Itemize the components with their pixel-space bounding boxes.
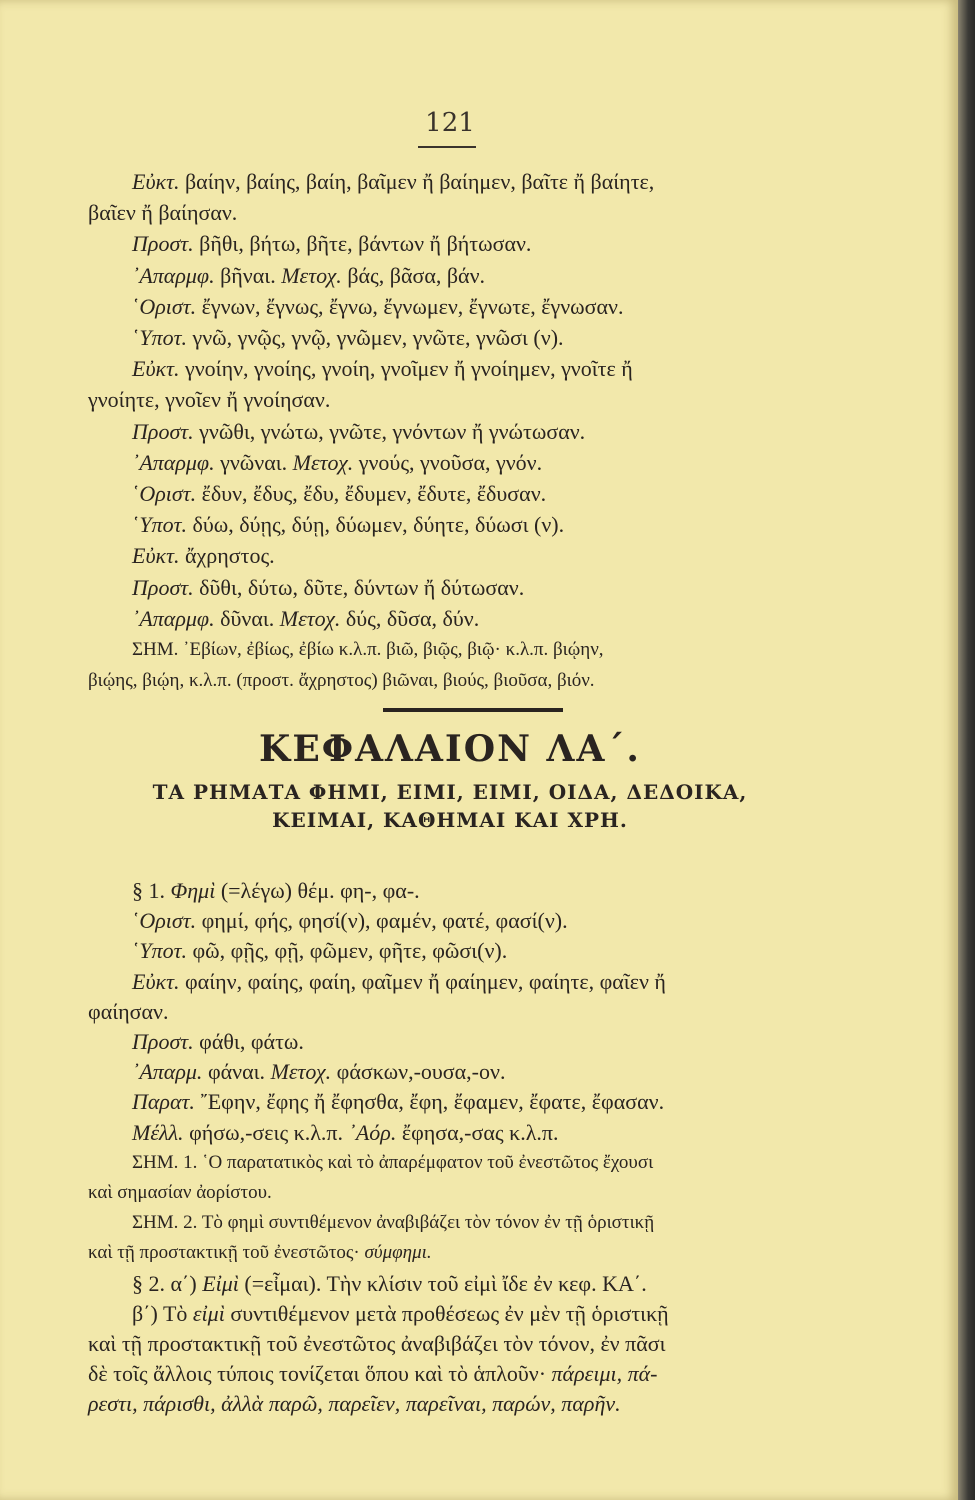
form-label: πάρειμι, πά- bbox=[551, 1361, 658, 1387]
form-label: ᾿Απαρμφ. bbox=[132, 262, 215, 288]
text-line bbox=[88, 198, 838, 228]
text-line bbox=[132, 448, 882, 478]
text-line bbox=[132, 541, 882, 571]
text-line bbox=[132, 635, 882, 665]
form-label: Παρατ. bbox=[132, 1089, 195, 1115]
text-line bbox=[132, 1057, 882, 1087]
form-label: σύμφημι. bbox=[364, 1242, 432, 1264]
form-text: (=λέγω) θέμ. φη-, φα-. bbox=[215, 878, 420, 903]
text-line bbox=[132, 1087, 882, 1117]
text-line bbox=[88, 1359, 838, 1389]
form-label: Εὐκτ. bbox=[132, 968, 180, 994]
form-text: ΣΗΜ. 1. ῾Ο παρατατικὸς καὶ τὸ ἀπαρέμφατον τοῦ ἐνεστῶτος ἔχουσι bbox=[132, 1151, 654, 1173]
form-label: Προστ. bbox=[132, 231, 194, 257]
text-line bbox=[132, 1208, 882, 1238]
text-line bbox=[88, 666, 838, 696]
page-number: 121 bbox=[425, 108, 475, 138]
form-label: Μετοχ. bbox=[281, 262, 342, 288]
form-text: γνούς, γνοῦσα, γνόν. bbox=[353, 449, 543, 475]
form-text: γνῶ, γνῷς, γνῷ, γνῶμεν, γνῶτε, γνῶσι (ν). bbox=[186, 325, 564, 350]
form-text: ἔφησα,-σας κ.λ.π. bbox=[396, 1119, 559, 1145]
text-line bbox=[132, 906, 882, 936]
text-line bbox=[88, 1238, 838, 1268]
form-label: Εὐκτ. bbox=[132, 356, 180, 382]
form-text: δύω, δύῃς, δύῃ, δύωμεν, δύητε, δύωσι (ν). bbox=[186, 512, 565, 538]
text-line bbox=[88, 1329, 838, 1359]
form-text: φαίησαν. bbox=[88, 998, 169, 1024]
form-text: βαίην, βαίης, βαίη, βαῖμεν ἤ βαίημεν, βαῖτε ἤ βαίητε, bbox=[179, 169, 655, 194]
form-text: φημί, φής, φησί(ν), φαμέν, φατέ, φασί(ν). bbox=[196, 908, 568, 934]
form-text: γνοίην, γνοίης, γνοίη, γνοῖμεν ἤ γνοίημεν, γνοῖτε ἤ bbox=[179, 356, 633, 382]
text-line bbox=[88, 997, 838, 1027]
form-text: βάς, βᾶσα, βάν. bbox=[341, 262, 486, 288]
form-text: βιῴης, βιῴη, κ.λ.π. (προστ. ἄχρηστος) βιῶναι, βιούς, βιοῦσα, βιόν. bbox=[88, 670, 595, 692]
form-text: γνοίητε, γνοῖεν ἤ γνοίησαν. bbox=[88, 387, 331, 413]
form-label: Προστ. bbox=[132, 418, 194, 444]
form-label: Εἰμὶ bbox=[202, 1270, 239, 1296]
form-label: Μέλλ. bbox=[132, 1119, 184, 1145]
form-text: φήσω,-σεις κ.λ.π. bbox=[183, 1119, 349, 1145]
form-text: φάσκων,-ουσα,-ον. bbox=[331, 1059, 506, 1085]
text-line bbox=[132, 417, 882, 447]
form-text: βῆθι, βήτω, βῆτε, βάντων ἤ βήτωσαν. bbox=[193, 231, 532, 257]
form-label: Μετοχ. bbox=[270, 1059, 332, 1085]
form-label: ῾Υποτ. bbox=[132, 325, 187, 350]
section-separator bbox=[383, 708, 563, 712]
text-line bbox=[132, 479, 882, 509]
text-line bbox=[132, 354, 882, 384]
text-line bbox=[132, 229, 882, 259]
form-text: δῦθι, δύτω, δῦτε, δύντων ἤ δύτωσαν. bbox=[193, 574, 525, 600]
page-edge-shadow bbox=[958, 0, 975, 1500]
form-label: Μετοχ. bbox=[292, 449, 354, 475]
chapter-subtitle-line-1: ΤΑ ΡΗΜΑΤΑ ΦΗΜΙ, ΕΙΜΙ, ΕΙΜΙ, ΟΙΔΑ, ΔΕΔΟΙΚΑ, bbox=[152, 780, 748, 804]
form-text: δύς, δῦσα, δύν. bbox=[340, 605, 480, 631]
text-line bbox=[132, 936, 882, 966]
text-line bbox=[132, 510, 882, 540]
form-label: Εὐκτ. bbox=[132, 543, 180, 569]
form-text: βαῖεν ἤ βαίησαν. bbox=[88, 200, 238, 226]
form-label: Μετοχ. bbox=[279, 605, 341, 631]
text-line bbox=[132, 604, 882, 634]
chapter-subtitle-line-2: ΚΕΙΜΑΙ, ΚΑΘΗΜΑΙ ΚΑΙ ΧΡΗ. bbox=[272, 808, 628, 832]
form-label: Προστ. bbox=[132, 574, 194, 600]
form-text: δῦναι. bbox=[214, 605, 280, 631]
form-text: καὶ τῇ προστακτικῇ τοῦ ἐνεστῶτος ἀναβιβάζει τὸν τόνον, ἐν πᾶσι bbox=[88, 1331, 666, 1356]
form-text: ΣΗΜ. 2. Τὸ φημὶ συντιθέμενον ἀναβιβάζει τὸν τόνον ἐν τῇ ὁριστικῇ bbox=[132, 1212, 655, 1234]
form-text: ἔδυν, ἔδυς, ἔδυ, ἔδυμεν, ἔδυτε, ἔδυσαν. bbox=[196, 481, 547, 506]
form-text: β΄) Τὸ bbox=[132, 1300, 193, 1326]
form-text: § 2. α΄) bbox=[132, 1270, 203, 1296]
form-text: ἔγνων, ἔγνως, ἔγνω, ἔγνωμεν, ἔγνωτε, ἔγνωσαν. bbox=[196, 293, 624, 319]
form-text: φῶ, φῇς, φῇ, φῶμεν, φῆτε, φῶσι(ν). bbox=[186, 938, 508, 964]
text-line bbox=[132, 1269, 882, 1299]
form-label: ᾿Αόρ. bbox=[348, 1119, 397, 1145]
text-line bbox=[88, 1178, 838, 1208]
form-text: φάναι. bbox=[202, 1059, 271, 1085]
form-text: ΣΗΜ. ᾿Εβίων, ἐβίως, ἐβίω κ.λ.π. βιῶ, βιῷς, βιῷ· κ.λ.π. βιῴην, bbox=[132, 639, 604, 660]
form-label: Προστ. bbox=[132, 1029, 194, 1054]
form-label: εἰμὶ bbox=[192, 1300, 225, 1326]
text-line bbox=[88, 1389, 838, 1419]
form-text: γνῶθι, γνώτω, γνῶτε, γνόντων ἤ γνώτωσαν. bbox=[193, 418, 586, 444]
form-text: ῎Εφην, ἔφης ἤ ἔφησθα, ἔφη, ἔφαμεν, ἔφατε, ἔφασαν. bbox=[194, 1089, 665, 1115]
text-line bbox=[88, 385, 838, 415]
text-line bbox=[132, 1148, 882, 1178]
form-label: ᾿Απαρμφ. bbox=[132, 449, 215, 475]
form-label: ᾿Απαρμ. bbox=[132, 1059, 203, 1085]
form-text: δὲ τοῖς ἄλλοις τύποις τονίζεται ὅπου καὶ τὸ ἁπλοῦν· bbox=[88, 1361, 552, 1387]
form-label: ῾Οριστ. bbox=[132, 908, 197, 934]
form-label: ῾Υποτ. bbox=[132, 938, 187, 964]
form-text: (=εἶμαι). Τὴν κλίσιν τοῦ εἰμὶ ἴδε ἐν κεφ. ΚΑ΄. bbox=[238, 1270, 647, 1296]
form-label: ῾Υποτ. bbox=[132, 512, 187, 538]
form-text: βῆναι. bbox=[214, 262, 282, 288]
text-line bbox=[132, 1027, 882, 1057]
form-text: γνῶναι. bbox=[214, 449, 293, 475]
form-text: καὶ σημασίαν ἀορίστου. bbox=[88, 1182, 272, 1203]
form-label: ῾Οριστ. bbox=[132, 293, 197, 319]
text-line bbox=[132, 1118, 882, 1148]
text-line bbox=[132, 876, 882, 906]
text-line bbox=[132, 167, 882, 197]
page-number-rule bbox=[418, 146, 476, 148]
text-line bbox=[132, 573, 882, 603]
form-text: συντιθέμενον μετὰ προθέσεως ἐν μὲν τῇ ὁριστικῇ bbox=[224, 1300, 669, 1326]
form-label: Φημὶ bbox=[170, 878, 216, 903]
form-text: ἄχρηστος. bbox=[179, 543, 275, 569]
form-label: ᾿Απαρμφ. bbox=[132, 605, 215, 631]
form-label: ῾Οριστ. bbox=[132, 481, 197, 506]
text-line bbox=[132, 1299, 882, 1329]
form-text: φάθι, φάτω. bbox=[193, 1029, 304, 1054]
form-label: Εὐκτ. bbox=[132, 169, 180, 194]
text-line bbox=[132, 292, 882, 322]
chapter-title: ΚΕΦΑΛΑΙΟΝ ΛΑ΄. bbox=[259, 728, 641, 770]
form-text: καὶ τῇ προστακτικῇ τοῦ ἐνεστῶτος· bbox=[88, 1242, 365, 1264]
text-line bbox=[132, 967, 882, 997]
text-line bbox=[132, 323, 882, 353]
form-text: φαίην, φαίης, φαίη, φαῖμεν ἤ φαίημεν, φαίητε, φαῖεν ἤ bbox=[179, 968, 666, 994]
text-line bbox=[132, 261, 882, 291]
form-label: ρεστι, πάρισθι, ἀλλὰ παρῶ, παρεῖεν, παρεῖναι, παρών, παρῆν. bbox=[88, 1391, 621, 1417]
form-text: § 1. bbox=[132, 878, 171, 903]
